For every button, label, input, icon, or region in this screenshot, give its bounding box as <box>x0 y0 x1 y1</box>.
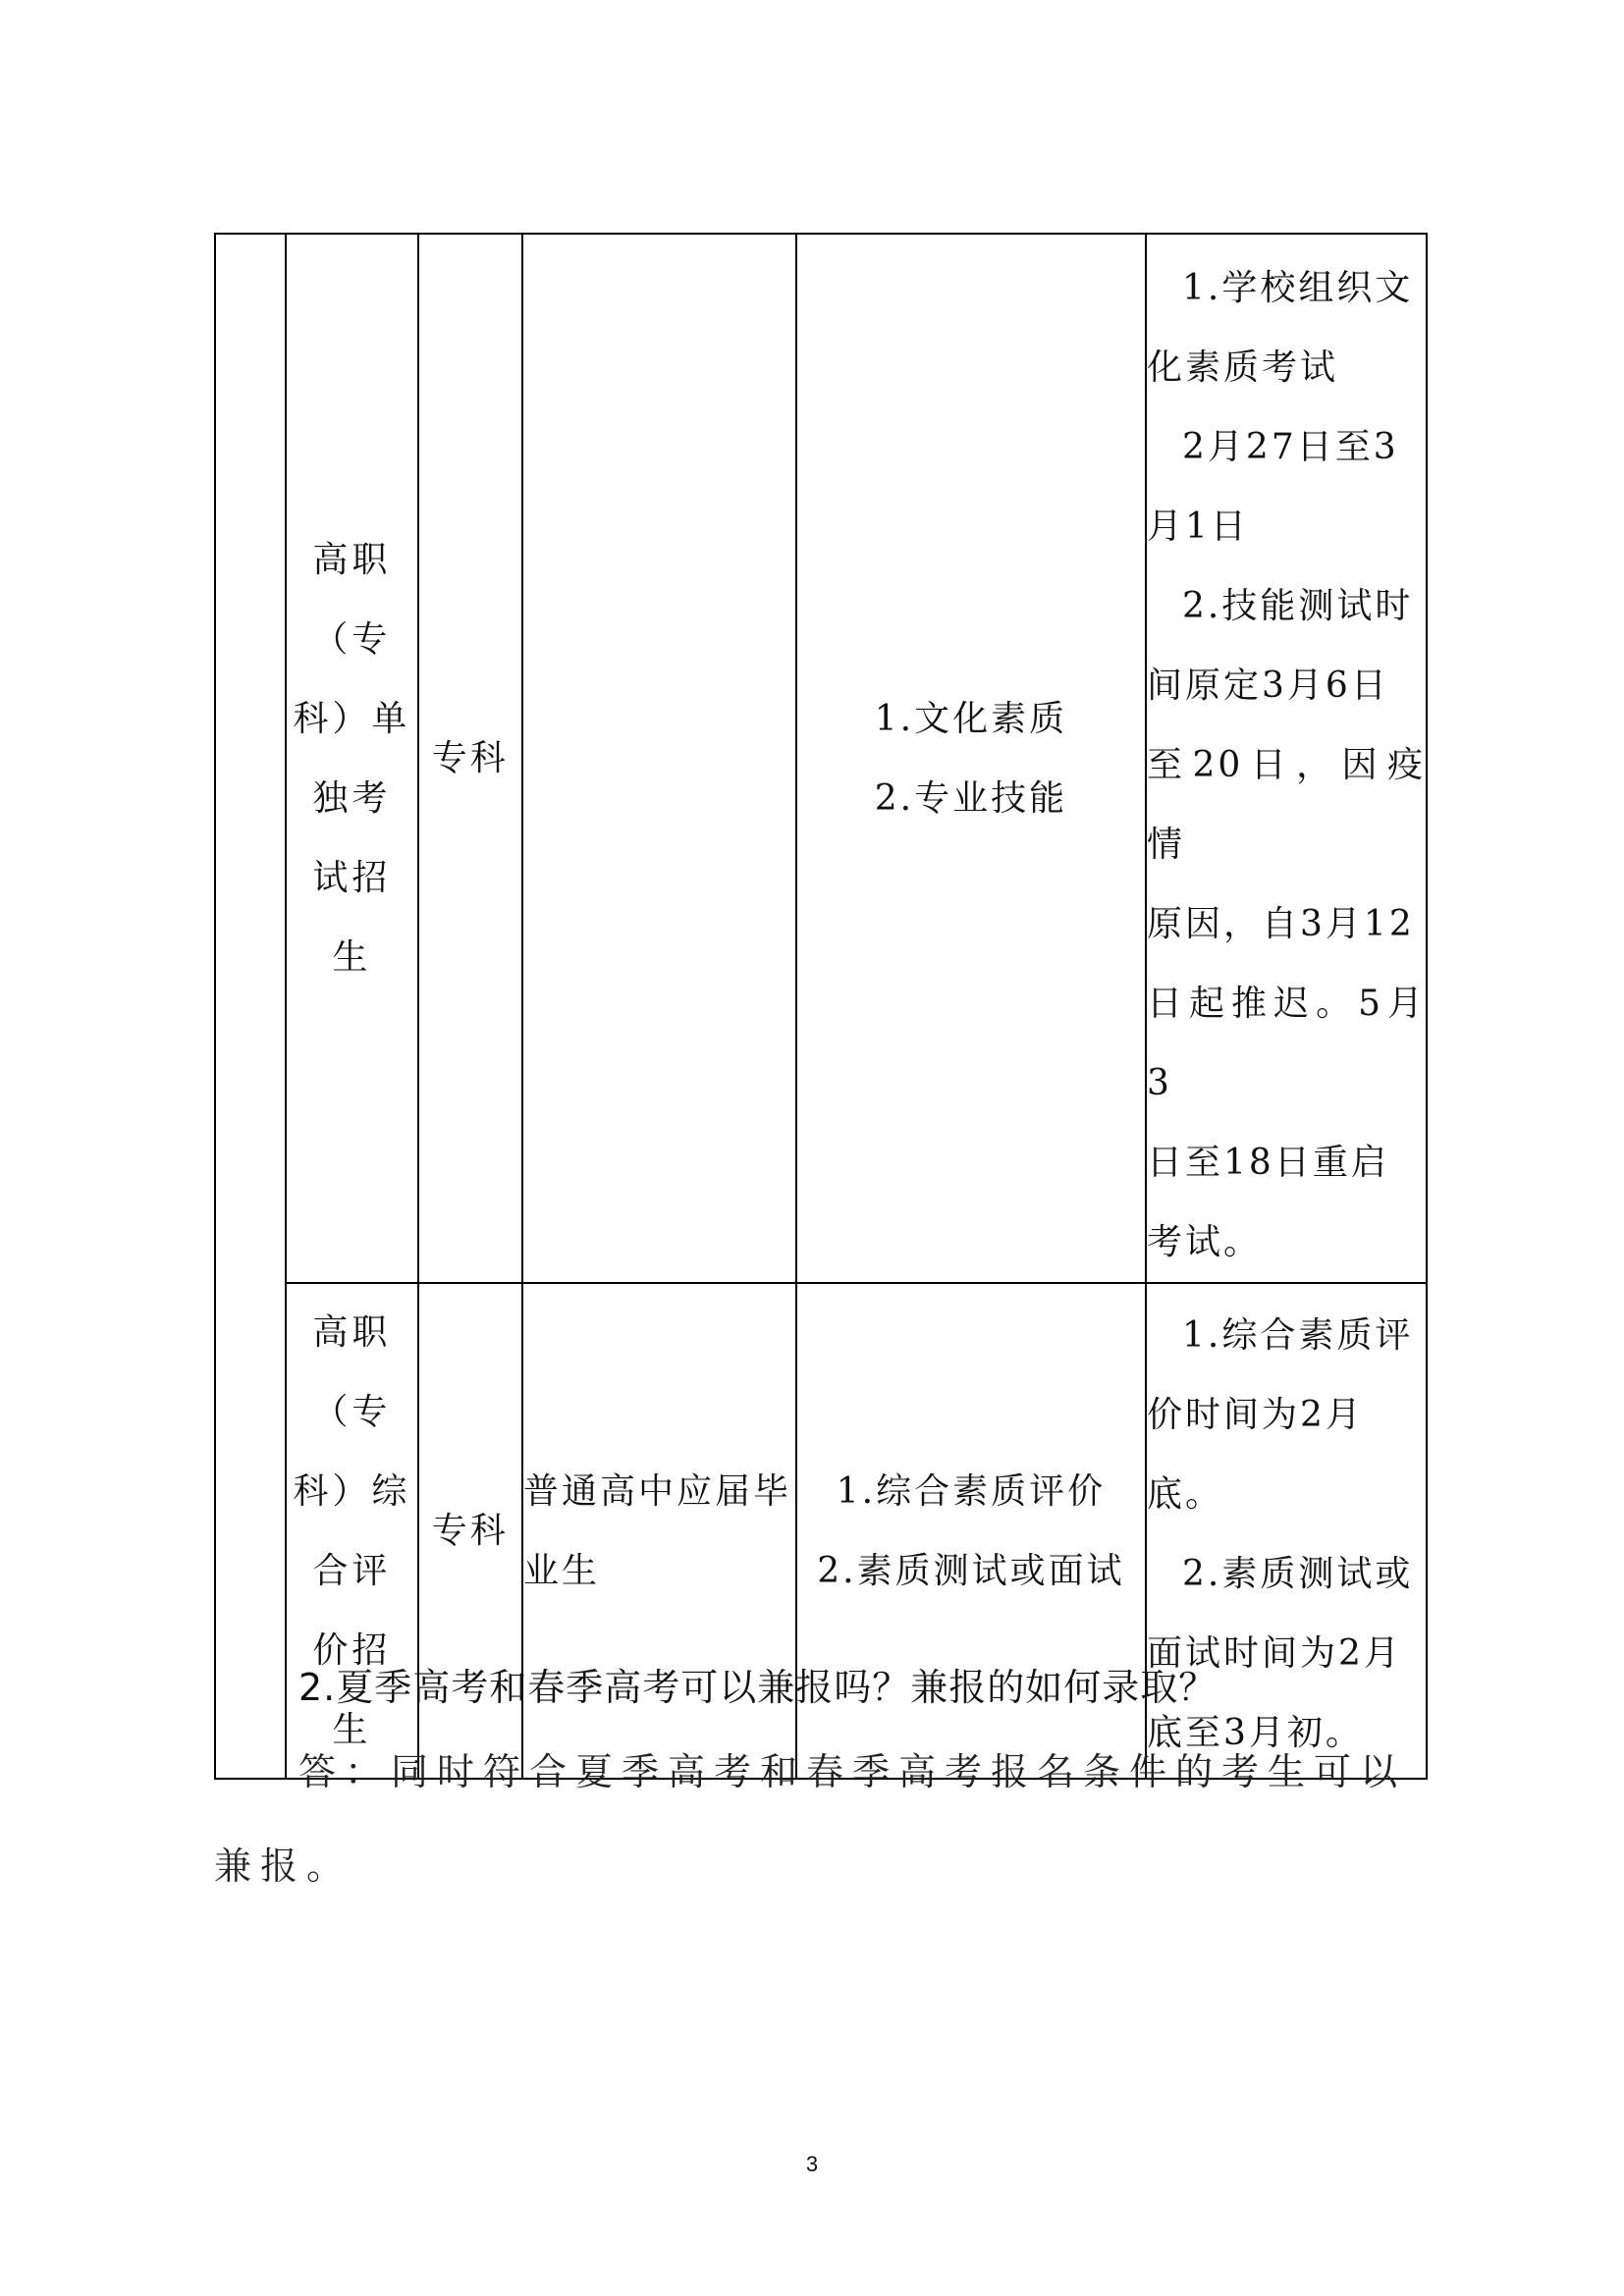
admissions-table <box>214 233 1428 1780</box>
answer-paragraph: 答：同时符合夏季高考和春季高考报名条件的考生可以兼报。 <box>214 1750 1407 1888</box>
level-cell: 专科 <box>418 1283 522 1779</box>
level-cell: 专科 <box>418 234 522 1283</box>
table-row <box>215 234 1427 1283</box>
exam-items-cell: 1.综合素质评价 2.素质测试或面试 <box>796 1283 1146 1779</box>
admission-type-cell: 高职 （专 科）综 合评 价招 生 <box>286 1283 417 1779</box>
eligibility-cell <box>522 234 796 1283</box>
question-heading: 2.夏季高考和春季高考可以兼报吗？兼报的如何录取？ <box>298 1666 1218 1709</box>
exam-items-cell: 1.文化素质 2.专业技能 <box>796 234 1146 1283</box>
exam-time-cell: 1.学校组织文 化素质考试 2月27日至3 月1日 2.技能测试时 间原定3月6日 至20日，因疫情 原因，自3月12 日起推迟。5月3 日至18日重启 考试。 <box>1146 234 1427 1283</box>
exam-time-cell: 1.综合素质评 价时间为2月 底。 2.素质测试或 面试时间为2月 底至3月初。 <box>1146 1283 1427 1779</box>
admission-type-cell: 高职 （专 科）单 独考 试招 生 <box>286 234 417 1283</box>
page-number: 3 <box>805 2152 819 2176</box>
category-cell <box>215 234 286 1779</box>
eligibility-cell: 普通高中应届毕 业生 <box>522 1283 796 1779</box>
